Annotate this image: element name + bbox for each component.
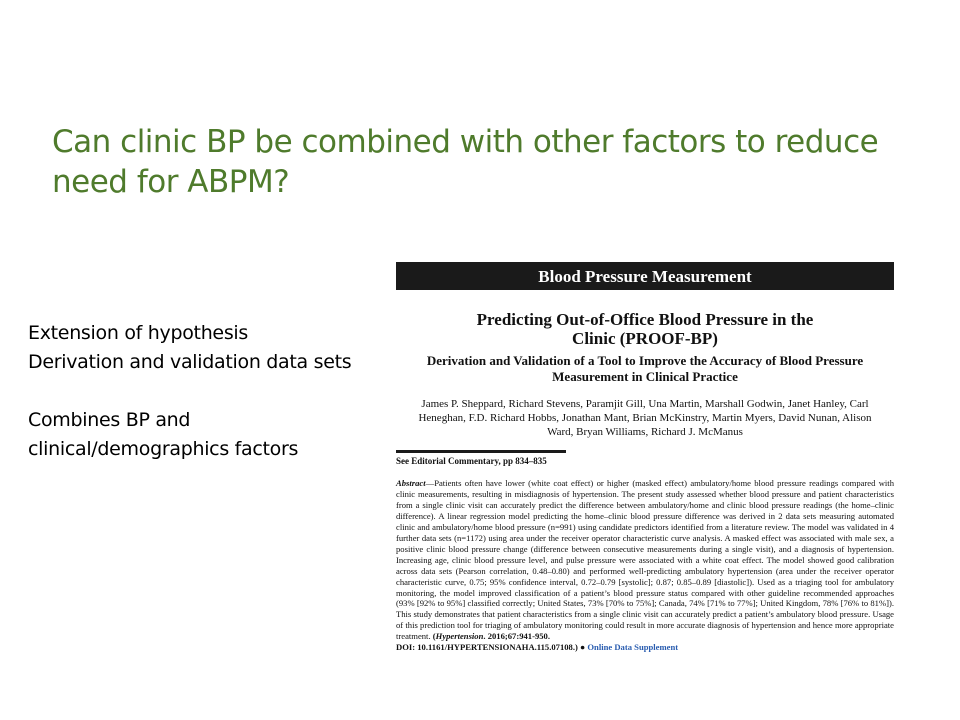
doi-line bbox=[396, 642, 894, 653]
online-data-supplement-link[interactable]: Online Data Supplement bbox=[587, 642, 679, 653]
paper-subtitle: Derivation and Validation of a Tool to Improve the Accuracy of Blood Pressure Measurement in Clinical Practice bbox=[426, 353, 864, 384]
bullet-item: Extension of hypothesis bbox=[28, 322, 248, 344]
bullet-item: clinical/demographics factors bbox=[28, 438, 299, 460]
journal-name: Hypertension bbox=[435, 631, 484, 642]
bullet-list-factors bbox=[28, 406, 298, 464]
slide-title: Can clinic BP be combined with other factors to reduce need for ABPM? bbox=[52, 124, 879, 200]
abstract-text: —Patients often have lower (white coat effect) or higher (masked effect) ambulatory/home blood pressure readings compared with clinic measurements, resulting in misdiagnosis of hypertension. The present study assessed whether blood pressure and patient characteristics from a single clinic visit can accurately predict the difference between ambulatory/home and clinic blood pressure readings (the home–clinic difference). A linear regression model predicting the home–clinic blood pressure difference was derived in 2 data sets measuring automated clinic and ambulatory/home blood pressure (n=991) using candidate predictors identified from a literature review. The model was validated in 4 further data sets (n=1172) using area under the receiver operator characteristic curve analysis. A masked effect was associated with male sex, a positive clinic blood pressure change (difference between consecutive measurements during a single visit), and a diagnosis of hypertension. Increasing age, clinic blood pressure level, and pulse pressure were associated with a white coat effect. The model showed good calibration across data sets (Pearson correlation, 0.48–0.80) and performed well-predicting ambulatory hypertension (area under the receiver operator characteristic curve, 0.75; 95% confidence interval, 0.72–0.79 [systolic]; 0.87; 0.85–0.89 [diastolic]). Used as a triaging tool for ambulatory monitoring, the model improved classification of a patient’s blood pressure status compared with other guideline recommended approaches (93% [92% to 95%] classified correctly; United States, 73% [70% to 75%]; Canada, 74% [71% to 77%]; United Kingdom, 78% [76% to 81%]). This study demonstrates that patient characteristics from a single clinic visit can accurately predict a patient’s ambulatory blood pressure. Usage of this prediction tool for triaging of ambulatory monitoring could result in more accurate diagnosis of hypertension and hence more appropriate treatment. bbox=[396, 478, 894, 642]
paper-excerpt-image bbox=[396, 262, 894, 697]
journal-volume: . 2016;67:941-950. bbox=[483, 631, 550, 642]
bullet-icon: ● bbox=[580, 642, 586, 653]
bullet-list-hypothesis bbox=[28, 319, 351, 377]
paper-authors: James P. Sheppard, Richard Stevens, Paramjit Gill, Una Martin, Marshall Godwin, Janet Hanley, Carl Heneghan, F.D. Richard Hobbs, Jonathan Mant, Brian McKinstry, Martin Myers, David Nunan, Alison Ward, Bryan Williams, Richard J. McManus bbox=[418, 398, 872, 438]
paper-title: Predicting Out-of-Office Blood Pressure in the Clinic (PROOF-BP) bbox=[476, 310, 814, 348]
bullet-item: Derivation and validation data sets bbox=[28, 351, 352, 373]
paper-abstract bbox=[396, 478, 894, 642]
doi-text: DOI: 10.1161/HYPERTENSIONAHA.115.07108.) bbox=[396, 642, 578, 653]
abstract-label: Abstract bbox=[396, 478, 426, 488]
journal-citation: (Hypertension. 2016;67:941-950. bbox=[432, 631, 550, 642]
bullet-item: Combines BP and bbox=[28, 409, 191, 431]
section-banner: Blood Pressure Measurement bbox=[396, 262, 894, 290]
editorial-commentary: See Editorial Commentary, pp 834–835 bbox=[396, 450, 566, 466]
